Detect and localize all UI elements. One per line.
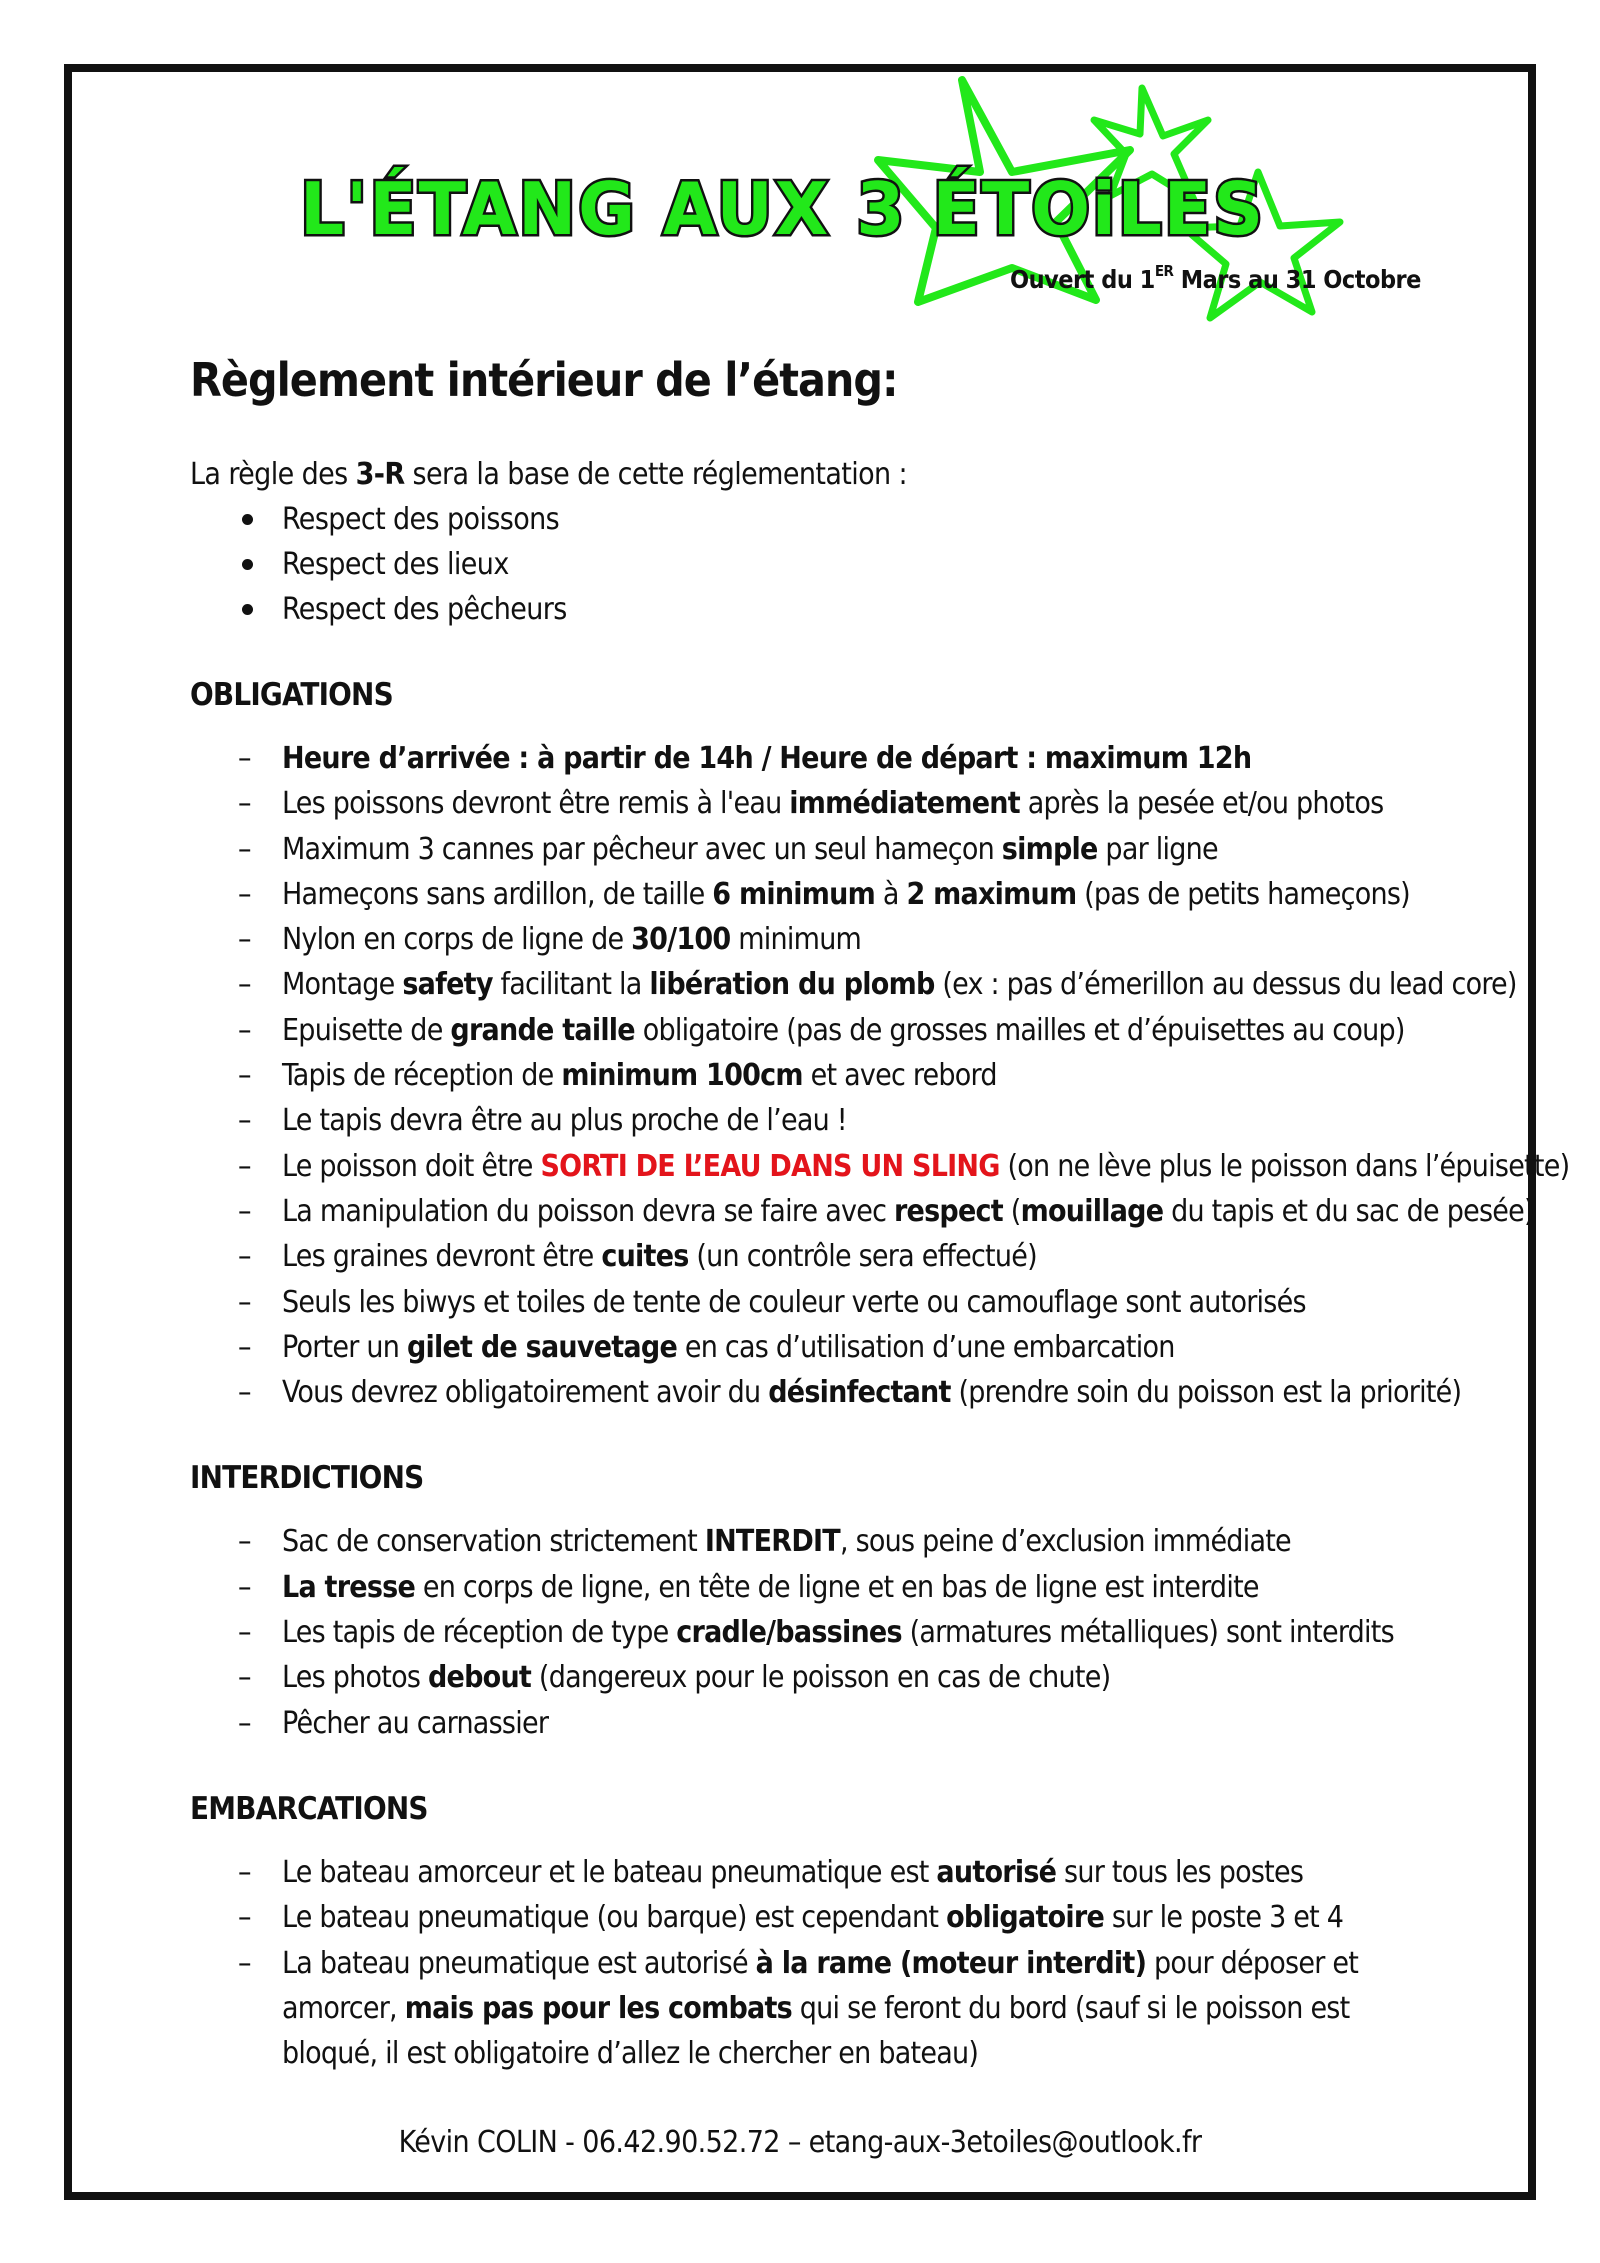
rule-text: Epuisette de [282, 1012, 451, 1048]
rule-text: 30/100 [631, 922, 731, 958]
rule-text: La manipulation du poisson devra se faire avec [282, 1193, 894, 1229]
rule-text: par ligne [1097, 831, 1218, 867]
rule-text: autorisé [936, 1854, 1057, 1890]
rule-text: Le tapis devra être au plus proche de l’eau ! [282, 1103, 847, 1139]
rule-item [242, 1280, 1490, 1325]
rule-text: obligatoire [946, 1900, 1105, 1936]
rule-item [242, 1519, 1490, 1564]
rule-text: mais pas pour les combats [404, 1990, 792, 2026]
rule-text: après la pesée et/ou photos [1019, 786, 1384, 822]
rule-text: libération du plomb [649, 967, 935, 1003]
rule-item [242, 1701, 1490, 1746]
rule-item [242, 736, 1490, 781]
rule-text: debout [427, 1660, 532, 1696]
rule-text: Les graines devront être [282, 1239, 602, 1275]
rule-item [242, 1895, 1490, 1940]
rule-text: safety [402, 967, 493, 1003]
rule-text: qui se feront du bord (sauf si le poisson est bloqué, il est obligatoire d’allez le chercher en bateau) [282, 1990, 1350, 2072]
rule-item [242, 1941, 1382, 2077]
intro-text: La règle des 3-R sera la base de cette réglementation : [190, 457, 908, 492]
rule-text: Hameçons sans ardillon, de taille [282, 876, 713, 912]
rule-text: à la rame (moteur interdit) [755, 1945, 1147, 1981]
rule-text: Vous devrez obligatoirement avoir du [282, 1375, 769, 1411]
three-r-list [190, 497, 1490, 632]
opening-dates: Ouvert du 1ER Mars au 31 Octobre [1010, 262, 1421, 294]
rule-text: ( [1002, 1193, 1021, 1229]
logo-stars [0, 0, 1600, 400]
rule-text: (armatures métalliques) sont interdits [901, 1615, 1394, 1651]
rule-text: , sous peine d’exclusion immédiate [839, 1524, 1291, 1560]
rule-text: Le bateau pneumatique (ou barque) est cependant [282, 1900, 947, 1936]
rule-text: Le poisson doit être [282, 1148, 541, 1184]
interdictions-heading: INTERDICTIONS [190, 1460, 424, 1497]
rule-text: (un contrôle sera effectué) [688, 1239, 1037, 1275]
rule-text: (prendre soin du poisson est la priorité) [950, 1375, 1462, 1411]
rule-item [242, 917, 1490, 962]
page-title: Règlement intérieur de l’étang: [190, 353, 898, 407]
rule-text: (dangereux pour le poisson en cas de chute) [531, 1660, 1111, 1696]
obligations-list [190, 736, 1570, 1415]
rule-item [242, 1053, 1490, 1098]
rule-item [242, 1850, 1490, 1895]
list-item: Respect des pêcheurs [242, 587, 1490, 632]
rule-text: mouillage [1020, 1193, 1164, 1229]
rule-text: du tapis et du sac de pesée) [1163, 1193, 1534, 1229]
rule-text: Pêcher au carnassier [282, 1705, 549, 1741]
list-item: Respect des lieux [242, 542, 1490, 587]
rule-text: à [875, 876, 907, 912]
rule-text: La bateau pneumatique est autorisé [282, 1945, 756, 1981]
rule-item [242, 1325, 1490, 1370]
rule-text: (ex : pas d’émerillon au dessus du lead core) [934, 967, 1517, 1003]
rule-text: Nylon en corps de ligne de [282, 922, 632, 958]
rule-text: (pas de petits hameçons) [1076, 876, 1410, 912]
rule-text: respect [893, 1193, 1003, 1229]
rule-text: Sac de conservation strictement [282, 1524, 705, 1560]
rule-item [242, 1144, 1570, 1189]
rule-item [242, 1610, 1490, 1655]
rule-item [242, 1370, 1490, 1415]
rule-text: Maximum 3 cannes par pêcheur avec un seul hameçon [282, 831, 1002, 867]
rule-text: Les poissons devront être remis à l'eau [282, 786, 790, 822]
logo-title: L'ÉTANG AUX 3 ÉTOiLES [300, 167, 1265, 251]
rule-text: 2 maximum [906, 876, 1077, 912]
rule-text: et avec rebord [802, 1058, 997, 1094]
rule-text: 6 minimum [712, 876, 876, 912]
rule-text: cradle/bassines [676, 1615, 902, 1651]
list-item: Respect des poissons [242, 497, 1490, 542]
rule-text: grande taille [450, 1012, 635, 1048]
rule-item [242, 781, 1490, 826]
rule-text: simple [1001, 831, 1098, 867]
rule-item [242, 827, 1490, 872]
rule-text: sur tous les postes [1056, 1854, 1304, 1890]
rule-text: SORTI DE L’EAU DANS UN SLING [540, 1148, 1000, 1184]
rule-text: désinfectant [768, 1375, 951, 1411]
rule-text: Porter un [282, 1329, 407, 1365]
rule-text: minimum [730, 922, 862, 958]
rule-item [242, 1008, 1490, 1053]
rule-text: Le bateau amorceur et le bateau pneumatique est [282, 1854, 937, 1890]
rule-text: obligatoire (pas de grosses mailles et d’épuisettes au coup) [634, 1012, 1405, 1048]
rule-text: en cas d’utilisation d’une embarcation [677, 1329, 1175, 1365]
rule-item [242, 1565, 1490, 1610]
rule-text: Les photos [282, 1660, 428, 1696]
rule-item [242, 1189, 1534, 1234]
rule-text: pour déposer et amorcer, [282, 1945, 1359, 2026]
rule-text: gilet de sauvetage [406, 1329, 678, 1365]
rule-text: en corps de ligne, en tête de ligne et en bas de ligne est interdite [415, 1569, 1259, 1605]
rules-document [190, 350, 1570, 2076]
rule-text: Tapis de réception de [282, 1058, 562, 1094]
embarcations-list [190, 1850, 1490, 2076]
rule-text: La tresse [282, 1569, 416, 1605]
contact-footer: Kévin COLIN - 06.42.90.52.72 – etang-aux-3etoiles@outlook.fr [398, 2125, 1202, 2160]
interdictions-list [190, 1519, 1490, 1745]
rule-item [242, 1098, 1490, 1143]
rule-item [242, 1234, 1490, 1279]
rule-item [242, 872, 1490, 917]
rule-text: immédiatement [789, 786, 1020, 822]
rule-text: INTERDIT [704, 1524, 840, 1560]
rule-text: Les tapis de réception de type [282, 1615, 677, 1651]
rule-text: (on ne lève plus le poisson dans l’épuisette) [999, 1148, 1570, 1184]
obligations-heading: OBLIGATIONS [190, 677, 393, 713]
rule-item [242, 1655, 1490, 1700]
rule-item [242, 962, 1517, 1007]
embarcations-heading: EMBARCATIONS [190, 1790, 428, 1827]
rule-text: minimum 100cm [561, 1058, 803, 1094]
rule-text: sur le poste 3 et 4 [1104, 1900, 1344, 1936]
rule-text: Heure d’arrivée : à partir de 14h / Heure de départ : maximum 12h [282, 741, 1252, 776]
rule-text: facilitant la [492, 967, 650, 1003]
rule-text: cuites [601, 1239, 689, 1275]
rule-text: Montage [282, 967, 403, 1003]
rule-text: Seuls les biwys et toiles de tente de couleur verte ou camouflage sont autorisés [282, 1284, 1306, 1320]
